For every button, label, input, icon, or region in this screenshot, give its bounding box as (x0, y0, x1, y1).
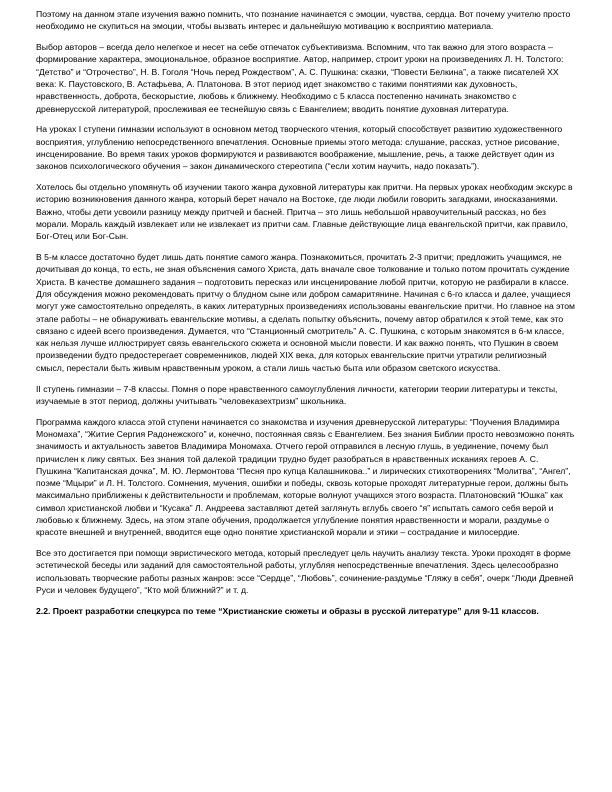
paragraph-parables-genre: Хотелось бы отдельно упомянуть об изучении такого жанра духовной литературы как притчи. На первых уроках необходим экскурс в историю возникновения данного жанра, который берет начало на Востоке, где люди любили говорить загадками, иносказаниями. Важно, чтобы дети усвоили разницу между притчей и басней. Притча – это лишь небольшой нравоучительный рассказ, но без морали. Мораль каждый извлекает или не извлекает из притчи сам. Главные действующие лица евангельской притчи, как правило, Бог-Отец или Бог-Сын. (36, 182, 573, 242)
paragraph-choice-of-authors: Выбор авторов – всегда дело нелегкое и несет на себе отпечаток субъективизма. Вспомним, что так важно для этого возраста – формирование характера, эмоциональное, образное восприятие. Автор, например, строит уроки на произведениях Л. Н. Толстого: “Детство” и “Отрочество”, Н. В. Гоголя “Ночь перед Рождеством”, А. С. Пушкина: сказки, “Повести Белкина”, а также писателей XX века: К. Паустовского, В. Астафьева, А. Платонова. В этот период идет знакомство с такими понятиями как духовность, нравственность, доброта, бескорыстие, любовь к ближнему. Необходимо с 5 класса постепенно начинать знакомство с древнерусской литературой, прослеживая ее теснейшую связь с Евангелием; вводить понятие духовная литература. (36, 42, 564, 114)
paragraph-creative-reading-method: На уроках I ступени гимназии используют в основном метод творческого чтения, который способствует развитию художественного восприятия, углублению непосредственного впечатления. Основные приемы этого метода: слушание, рассказ, устное рисование, инсценирование. Во время таких уроков формируются и развиваются воображение, мышление, речь, а также действует один из законов психологического обучения – закон динамического стереотипа (“если хотим научить, надо показать”). (36, 124, 563, 172)
paragraph-fifth-grade-parables: В 5-м классе достаточно будет лишь дать понятие самого жанра. Познакомиться, прочитать 2-3 притчи; предложить учащимся, не дочитывая до конца, то есть, не зная объяснения самого Христа, дать вначале свое толкование и только потом прочитать суждение Христа. В качестве домашнего задания – подготовить пересказ или инсценирование любой притчи, которую не разбирали в классе. Для обсуждения можно рекомендовать притчу о блудном сыне или добром самаритянине. Начиная с 6-го класса и далее, учащиеся могут уже самостоятельно определять, в каких литературных произведениях использованы евангельские притчи. Но главное на этом этапе работы – не обнаруживать евангельские мотивы, а сделать попытку объяснить, почему автор обратился к этой теме, как это связано с идеей всего произведения. Думается, что “Станционный смотритель” А. С. Пушкина, с которым знакомятся в 6-м классе, как нельзя лучше иллюстрирует связь евангельского сюжета и основной мысли повести. И как важно понять, что Пушкин в своем произведении будто предостерегает современников, людей XIX века, для которых евангельские притчи утратили религиозный смысл, перестали быть живым нравственным уроком, а стали лишь частью быта или образом светского искусства. (36, 252, 575, 373)
paragraph-emotion-cognition: Поэтому на данном этапе изучения важно помнить, что познание начинается с эмоции, чувства, сердца. Вот почему учителю просто необходимо не скупиться на эмоции, чтобы вызвать интерес и дальнейшую мотивацию к восприятию материала. (36, 9, 571, 32)
paragraph-heuristic-method: Все это достигается при помощи эвристического метода, который преследует цель научить анализу текста. Уроки проходят в форме эстетической беседы или заданий для самостоятельной работы, углубляя непосредственные впечатления. Здесь целесообразно использовать творческие работы разных жанров: эссе “Сердце”, “Любовь”, сочинение-раздумье “Гляжу в себя”, очерк “Люди Древней Руси и человек будущего”, “Кто мой ближний?” и т. д. (36, 548, 574, 595)
paragraph-old-russian-literature: Программа каждого класса этой ступени начинается со знакомства и изучения древнерусской литературы: “Поучения Владимира Мономаха”, “Житие Сергия Радонежского” и, конечно, постоянная связь с Евангелием. Без знания Библии просто невозможно понять значимость и актуальность заветов Владимира Мономаха. Отчего герой отправился в лесную глушь, в уединение, почему был причислен к лику святых. Без знания той далекой традиции трудно будет разобраться в нравственных исканиях героев А. С. Пушкина “Капитанская дочка”, М. Ю. Лермонтова “Песня про купца Калашникова..” и лирических стихотворениях “Молитва”, “Ангел”, поэме “Мцыри” и Л. Н. Толстого. Сомнения, мучения, ошибки и победы, сквозь которые проходят литературные герои, должны быть максимально приближены к действительности и проблемам, которые волнуют учащихся этого возраста. Платоновский “Юшка” как символ христианской любви и “Кусака” Л. Андреева заставляют детей заглянуть вглубь своего “я” испытать самого себя верой и любовью к ближнему. Здесь, на этом этапе обучения, продолжается углубление понятия нравственности и морали, раздумье о красоте внешней и внутренней, вводится еще одно понятие христианской морали и этики – сострадание и милосердие. (36, 416, 575, 538)
paragraph-second-stage: II ступень гимназии – 7-8 классы. Помня о поре нравственного самоуглубления личности, категории теории литературы и тексты, изучаемые в этот период, должны учитывать “человеказехтризм” школьника. (36, 383, 558, 406)
section-heading: 2.2. Проект разработки спецкурса по теме “Христианские сюжеты и образы в русской литературе” для 9-11 классов. (36, 605, 539, 616)
